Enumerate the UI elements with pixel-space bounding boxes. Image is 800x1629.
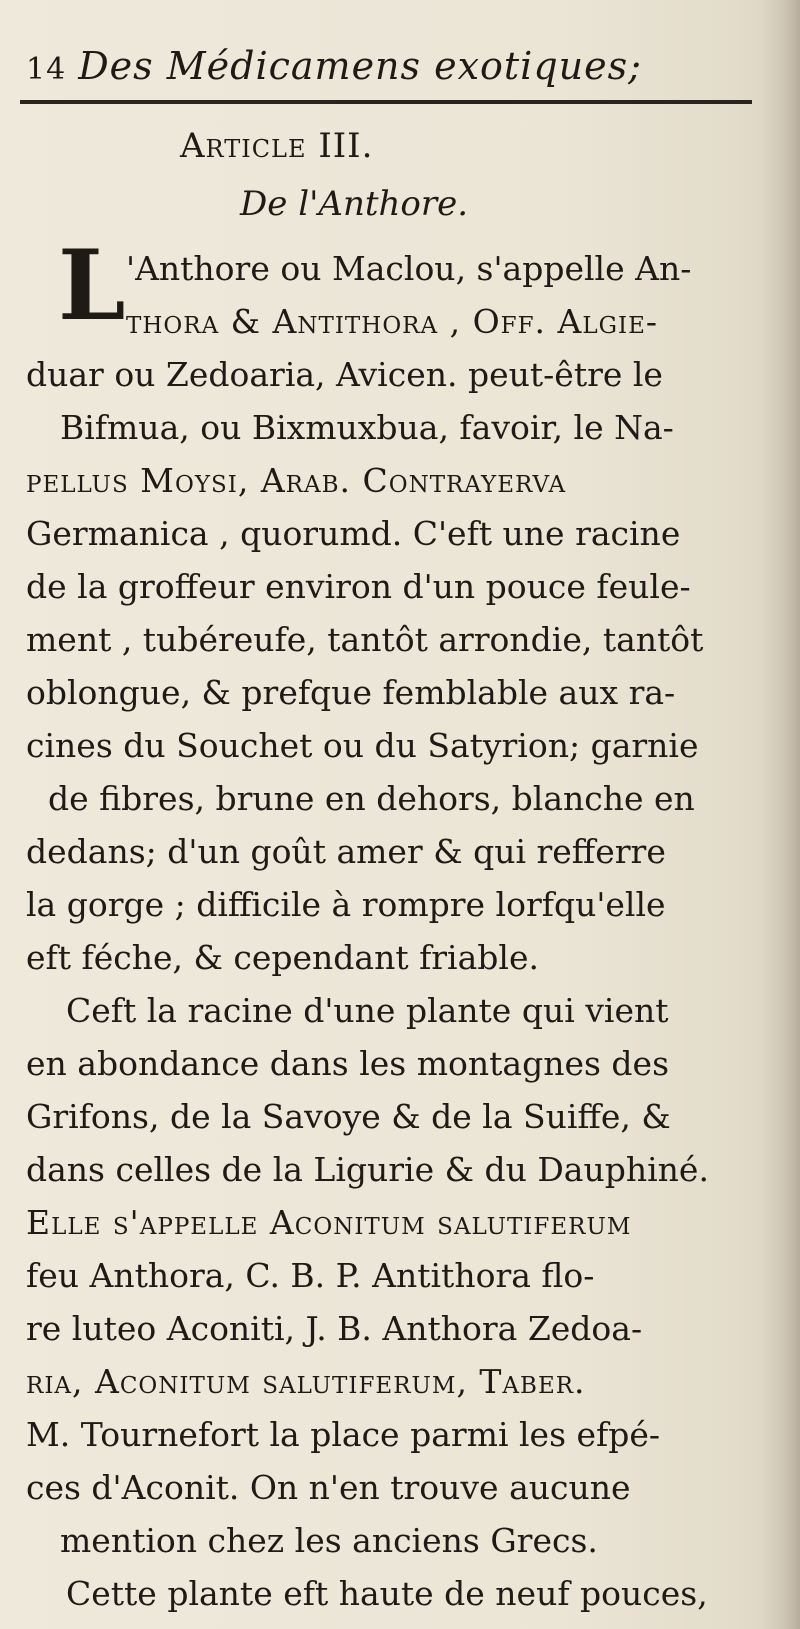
text-line: ment , tubéreufe, tantôt arrondie, tantôt	[26, 620, 704, 659]
page-edge-shadow	[762, 0, 800, 1629]
text-line: ria, Aconitum salutiferum, Taber.	[26, 1362, 586, 1401]
text-line: en abondance dans les montagnes des	[26, 1044, 670, 1083]
page-number: 14	[26, 52, 67, 87]
text-line: Bifmua, ou Bixmuxbua, favoir, le Na-	[60, 408, 674, 447]
text-line: M. Tournefort la place parmi les efpé-	[26, 1415, 661, 1454]
text-line: eft féche, & cependant friable.	[26, 938, 539, 977]
running-head	[26, 44, 642, 88]
text-line: pellus Moysi, Arab. Contrayerva	[26, 461, 567, 500]
text-line: mention chez les anciens Grecs.	[60, 1521, 598, 1560]
text-line: Ceft la racine d'une plante qui vient	[66, 991, 669, 1030]
text-line: cines du Souchet ou du Satyrion; garnie	[26, 726, 699, 765]
text-line: duar ou Zedoaria, Avicen. peut-être le	[26, 355, 663, 394]
text-line: dans celles de la Ligurie & du Dauphiné.	[26, 1150, 709, 1189]
text-line: la gorge ; difficile à rompre lorfqu'elle	[26, 885, 666, 924]
text-line: ces d'Aconit. On n'en trouve aucune	[26, 1468, 631, 1507]
text-line: Cette plante eft haute de neuf pouces,	[66, 1574, 708, 1613]
article-subtitle: De l'Anthore.	[240, 184, 469, 224]
text-line: feu Anthora, C. B. P. Antithora flo-	[26, 1256, 595, 1295]
text-line: re luteo Aconiti, J. B. Anthora Zedoa-	[26, 1309, 643, 1348]
text-line: dedans; d'un goût amer & qui refferre	[26, 832, 666, 871]
article-title: Article III.	[180, 126, 374, 166]
text-line: Elle s'appelle Aconitum salutiferum	[26, 1203, 632, 1242]
header-rule	[20, 100, 752, 104]
text-line: thora & Antithora , Off. Algie-	[126, 302, 659, 341]
text-line: oblongue, & prefque femblable aux ra-	[26, 673, 676, 712]
text-line: de la groffeur environ d'un pouce feule-	[26, 567, 691, 606]
running-title: Des Médicamens exotiques;	[78, 44, 642, 88]
text-line: Germanica , quorumd. C'eft une racine	[26, 514, 681, 553]
text-line: Grifons, de la Savoye & de la Suiffe, &	[26, 1097, 671, 1136]
drop-cap: L	[58, 229, 126, 342]
text-line: 'Anthore ou Maclou, s'appelle An-	[126, 249, 692, 288]
text-line: de fibres, brune en dehors, blanche en	[48, 779, 695, 818]
